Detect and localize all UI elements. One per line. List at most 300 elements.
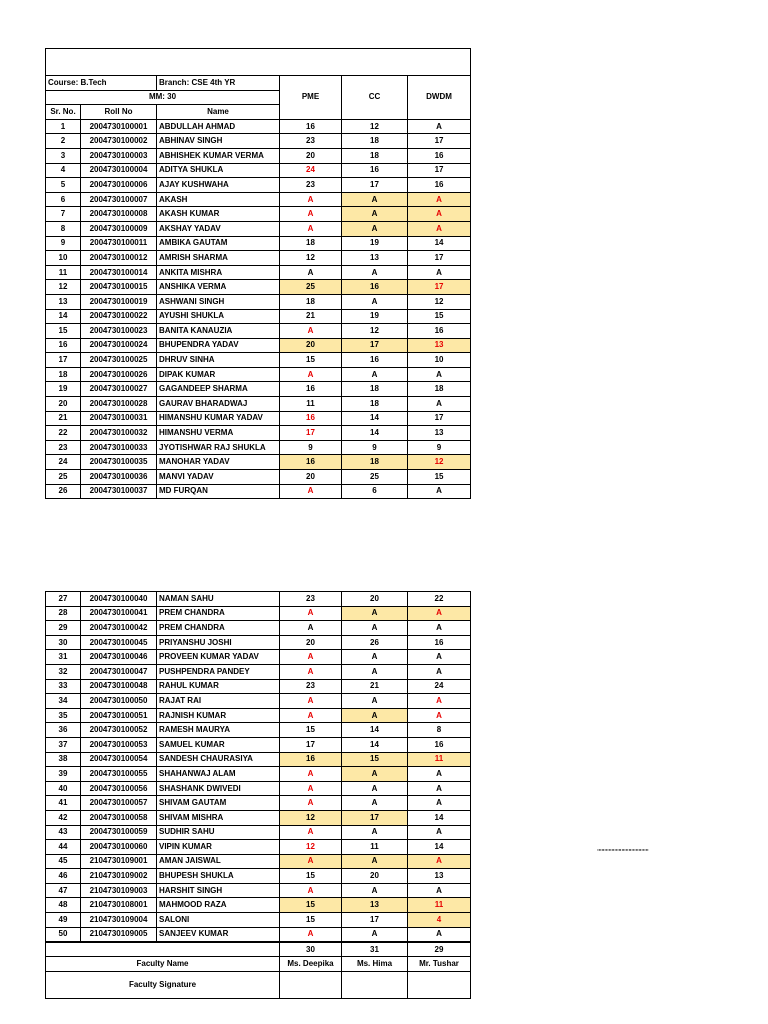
signature-pme — [280, 971, 342, 998]
pme-mark-cell: 15 — [280, 869, 342, 884]
student-row — [46, 679, 471, 694]
sr-no-cell: 13 — [46, 294, 81, 309]
pme-mark-cell: 17 — [280, 737, 342, 752]
roll-no-cell: 2004730100040 — [81, 592, 157, 607]
sr-no-cell: 41 — [46, 796, 81, 811]
roll-no-cell: 2104730108001 — [81, 898, 157, 913]
roll-no-cell: 2004730100059 — [81, 825, 157, 840]
student-name-cell: RAJNISH KUMAR — [157, 708, 280, 723]
roll-no-cell: 2004730100008 — [81, 207, 157, 222]
cc-mark-cell: 6 — [342, 484, 408, 499]
roll-no-cell: 2004730100026 — [81, 367, 157, 382]
dwdm-mark-cell: 16 — [408, 635, 471, 650]
student-row — [46, 650, 471, 665]
roll-no-cell: 2004730100051 — [81, 708, 157, 723]
dwdm-mark-cell: A — [408, 883, 471, 898]
roll-no-cell: 2104730109002 — [81, 869, 157, 884]
student-row — [46, 367, 471, 382]
student-name-cell: SANDESH CHAURASIYA — [157, 752, 280, 767]
cc-mark-cell: 17 — [342, 913, 408, 928]
sheet-title-cell — [46, 49, 471, 76]
student-row — [46, 470, 471, 485]
sr-no-cell: 36 — [46, 723, 81, 738]
pme-mark-cell: A — [280, 484, 342, 499]
student-name-cell: ANKITA MISHRA — [157, 265, 280, 280]
cc-mark-cell: 13 — [342, 898, 408, 913]
cc-mark-cell: 18 — [342, 455, 408, 470]
dwdm-mark-cell: A — [408, 854, 471, 869]
student-name-cell: ADITYA SHUKLA — [157, 163, 280, 178]
pme-mark-cell: 11 — [280, 397, 342, 412]
subject-cc-header: CC — [342, 76, 408, 120]
student-name-cell: NAMAN SAHU — [157, 592, 280, 607]
pme-mark-cell: 20 — [280, 470, 342, 485]
dwdm-mark-cell: A — [408, 708, 471, 723]
roll-no-cell: 2104730109005 — [81, 927, 157, 942]
student-row — [46, 737, 471, 752]
dwdm-mark-cell: 22 — [408, 592, 471, 607]
sr-no-cell: 20 — [46, 397, 81, 412]
student-row — [46, 309, 471, 324]
student-row — [46, 163, 471, 178]
dwdm-mark-cell: 18 — [408, 382, 471, 397]
sr-no-cell: 34 — [46, 694, 81, 709]
dwdm-mark-cell: 13 — [408, 869, 471, 884]
pme-mark-cell: 15 — [280, 913, 342, 928]
roll-no-cell: 2004730100037 — [81, 484, 157, 499]
cc-mark-cell: A — [342, 664, 408, 679]
cc-mark-cell: 15 — [342, 752, 408, 767]
total-dwdm: 29 — [408, 942, 471, 957]
dwdm-mark-cell: 4 — [408, 913, 471, 928]
roll-no-cell: 2004730100035 — [81, 455, 157, 470]
dwdm-mark-cell: 17 — [408, 280, 471, 295]
sr-no-cell: 17 — [46, 353, 81, 368]
roll-no-cell: 2004730100033 — [81, 440, 157, 455]
pme-mark-cell: 15 — [280, 353, 342, 368]
student-row — [46, 606, 471, 621]
sr-no-cell: 12 — [46, 280, 81, 295]
pme-mark-cell: A — [280, 825, 342, 840]
student-name-cell: SHIVAM MISHRA — [157, 810, 280, 825]
dwdm-mark-cell: A — [408, 825, 471, 840]
sr-no-cell: 40 — [46, 781, 81, 796]
student-row — [46, 767, 471, 782]
cc-mark-cell: 13 — [342, 251, 408, 266]
roll-no-cell: 2004730100052 — [81, 723, 157, 738]
dwdm-mark-cell: A — [408, 927, 471, 942]
student-row — [46, 781, 471, 796]
student-row — [46, 913, 471, 928]
roll-no-cell: 2004730100012 — [81, 251, 157, 266]
student-name-cell: RAHUL KUMAR — [157, 679, 280, 694]
cc-mark-cell: A — [342, 854, 408, 869]
branch-label: Branch: CSE 4th YR — [157, 76, 280, 91]
cc-mark-cell: 18 — [342, 134, 408, 149]
pme-mark-cell: A — [280, 221, 342, 236]
student-row — [46, 840, 471, 855]
student-row — [46, 221, 471, 236]
roll-no-cell: 2004730100036 — [81, 470, 157, 485]
sr-no-cell: 25 — [46, 470, 81, 485]
pme-mark-cell: 15 — [280, 723, 342, 738]
student-row — [46, 265, 471, 280]
roll-no-cell: 2004730100057 — [81, 796, 157, 811]
dwdm-mark-cell: 8 — [408, 723, 471, 738]
cc-mark-cell: A — [342, 767, 408, 782]
student-name-cell: PUSHPENDRA PANDEY — [157, 664, 280, 679]
cc-mark-cell: 11 — [342, 840, 408, 855]
cc-mark-cell: A — [342, 606, 408, 621]
roll-no-cell: 2004730100001 — [81, 119, 157, 134]
student-row — [46, 592, 471, 607]
faculty-signature-label: Faculty Signature — [46, 971, 280, 998]
roll-no-cell: 2004730100053 — [81, 737, 157, 752]
student-row — [46, 251, 471, 266]
cc-mark-cell: 9 — [342, 440, 408, 455]
dwdm-mark-cell: A — [408, 664, 471, 679]
cc-mark-cell: A — [342, 650, 408, 665]
pme-mark-cell: A — [280, 207, 342, 222]
student-row — [46, 382, 471, 397]
dwdm-mark-cell: A — [408, 221, 471, 236]
pme-mark-cell: A — [280, 367, 342, 382]
pme-mark-cell: 12 — [280, 840, 342, 855]
pme-mark-cell: A — [280, 621, 342, 636]
student-name-cell: AKASH KUMAR — [157, 207, 280, 222]
cc-mark-cell: A — [342, 883, 408, 898]
dwdm-mark-cell: A — [408, 694, 471, 709]
sr-no-cell: 1 — [46, 119, 81, 134]
max-marks-label: MM: 30 — [46, 90, 280, 105]
sr-no-cell: 39 — [46, 767, 81, 782]
student-name-cell: SANJEEV KUMAR — [157, 927, 280, 942]
student-name-cell: PREM CHANDRA — [157, 621, 280, 636]
pme-mark-cell: A — [280, 650, 342, 665]
subject-dwdm-header: DWDM — [408, 76, 471, 120]
dwdm-mark-cell: 17 — [408, 134, 471, 149]
dwdm-mark-cell: 17 — [408, 163, 471, 178]
sr-no-cell: 5 — [46, 178, 81, 193]
dwdm-mark-cell: 11 — [408, 898, 471, 913]
roll-no-cell: 2004730100025 — [81, 353, 157, 368]
student-name-cell: ASHWANI SINGH — [157, 294, 280, 309]
roll-no-cell: 2004730100032 — [81, 426, 157, 441]
student-name-cell: AKASH — [157, 192, 280, 207]
cc-mark-cell: 25 — [342, 470, 408, 485]
cc-mark-cell: 12 — [342, 119, 408, 134]
sr-no-cell: 10 — [46, 251, 81, 266]
student-name-cell: SUDHIR SAHU — [157, 825, 280, 840]
student-name-cell: SHAHANWAJ ALAM — [157, 767, 280, 782]
pme-mark-cell: A — [280, 324, 342, 339]
student-name-cell: AJAY KUSHWAHA — [157, 178, 280, 193]
cc-mark-cell: A — [342, 367, 408, 382]
sr-no-cell: 33 — [46, 679, 81, 694]
sr-no-cell: 48 — [46, 898, 81, 913]
cc-mark-cell: 18 — [342, 148, 408, 163]
student-name-cell: MD FURQAN — [157, 484, 280, 499]
dwdm-mark-cell: A — [408, 796, 471, 811]
dwdm-mark-cell: A — [408, 621, 471, 636]
student-name-cell: GAGANDEEP SHARMA — [157, 382, 280, 397]
student-name-cell: MANOHAR YADAV — [157, 455, 280, 470]
student-row — [46, 207, 471, 222]
student-row — [46, 869, 471, 884]
dwdm-mark-cell: 9 — [408, 440, 471, 455]
dwdm-mark-cell: 16 — [408, 324, 471, 339]
roll-no-cell: 2004730100003 — [81, 148, 157, 163]
roll-no-cell: 2004730100031 — [81, 411, 157, 426]
sr-no-cell: 6 — [46, 192, 81, 207]
cc-mark-cell: 14 — [342, 426, 408, 441]
roll-no-cell: 2004730100055 — [81, 767, 157, 782]
dwdm-mark-cell: 15 — [408, 470, 471, 485]
dwdm-mark-cell: 14 — [408, 810, 471, 825]
student-name-cell: JYOTISHWAR RAJ SHUKLA — [157, 440, 280, 455]
student-name-cell: VIPIN KUMAR — [157, 840, 280, 855]
dwdm-mark-cell: 17 — [408, 251, 471, 266]
roll-no-cell: 2104730109004 — [81, 913, 157, 928]
sr-no-cell: 4 — [46, 163, 81, 178]
student-row — [46, 426, 471, 441]
dwdm-mark-cell: A — [408, 767, 471, 782]
cc-mark-cell: 12 — [342, 324, 408, 339]
sr-no-cell: 24 — [46, 455, 81, 470]
faculty-name-pme: Ms. Deepika — [280, 957, 342, 972]
sr-no-cell: 31 — [46, 650, 81, 665]
student-name-cell: PROVEEN KUMAR YADAV — [157, 650, 280, 665]
student-name-cell: RAMESH MAURYA — [157, 723, 280, 738]
student-row — [46, 455, 471, 470]
student-row — [46, 723, 471, 738]
student-row — [46, 119, 471, 134]
sr-no-cell: 9 — [46, 236, 81, 251]
cc-mark-cell: A — [342, 694, 408, 709]
roll-no-cell: 2004730100014 — [81, 265, 157, 280]
dwdm-mark-cell: A — [408, 192, 471, 207]
dwdm-mark-cell: A — [408, 781, 471, 796]
pme-mark-cell: 12 — [280, 810, 342, 825]
sr-no-cell: 44 — [46, 840, 81, 855]
student-row — [46, 694, 471, 709]
student-row — [46, 192, 471, 207]
dwdm-mark-cell: 17 — [408, 411, 471, 426]
student-row — [46, 134, 471, 149]
cc-mark-cell: 18 — [342, 382, 408, 397]
cc-mark-cell: A — [342, 796, 408, 811]
sr-no-cell: 32 — [46, 664, 81, 679]
cc-mark-cell: 14 — [342, 737, 408, 752]
student-row — [46, 148, 471, 163]
roll-no-cell: 2004730100024 — [81, 338, 157, 353]
sr-no-cell: 50 — [46, 927, 81, 942]
pme-mark-cell: 20 — [280, 148, 342, 163]
student-row — [46, 825, 471, 840]
roll-no-cell: 2004730100041 — [81, 606, 157, 621]
student-row — [46, 353, 471, 368]
pme-mark-cell: 20 — [280, 338, 342, 353]
pme-mark-cell: A — [280, 192, 342, 207]
side-mark: '''''''''''''''''''''''''''''''''''' — [597, 848, 649, 856]
dwdm-mark-cell: 14 — [408, 236, 471, 251]
cc-mark-cell: 20 — [342, 592, 408, 607]
pme-mark-cell: 25 — [280, 280, 342, 295]
dwdm-mark-cell: 24 — [408, 679, 471, 694]
dwdm-mark-cell: 12 — [408, 294, 471, 309]
total-cc: 31 — [342, 942, 408, 957]
dwdm-mark-cell: 12 — [408, 455, 471, 470]
name-header: Name — [157, 105, 280, 120]
student-row — [46, 324, 471, 339]
dwdm-mark-cell: A — [408, 606, 471, 621]
dwdm-mark-cell: 14 — [408, 840, 471, 855]
roll-no-cell: 2004730100009 — [81, 221, 157, 236]
dwdm-mark-cell: A — [408, 484, 471, 499]
cc-mark-cell: 18 — [342, 397, 408, 412]
subject-pme-header: PME — [280, 76, 342, 120]
student-name-cell: MANVI YADAV — [157, 470, 280, 485]
roll-no-cell: 2004730100019 — [81, 294, 157, 309]
student-name-cell: AMAN JAISWAL — [157, 854, 280, 869]
student-row — [46, 810, 471, 825]
cc-mark-cell: A — [342, 708, 408, 723]
pme-mark-cell: A — [280, 606, 342, 621]
roll-no-cell: 2004730100002 — [81, 134, 157, 149]
pme-mark-cell: A — [280, 694, 342, 709]
roll-no-cell: 2004730100046 — [81, 650, 157, 665]
student-row — [46, 854, 471, 869]
roll-no-cell: 2004730100060 — [81, 840, 157, 855]
pme-mark-cell: A — [280, 796, 342, 811]
sr-no-cell: 49 — [46, 913, 81, 928]
roll-no-cell: 2004730100027 — [81, 382, 157, 397]
sr-no-cell: 16 — [46, 338, 81, 353]
cc-mark-cell: A — [342, 781, 408, 796]
roll-no-cell: 2104730109003 — [81, 883, 157, 898]
student-row — [46, 178, 471, 193]
sr-no-cell: 27 — [46, 592, 81, 607]
dwdm-mark-cell: 13 — [408, 338, 471, 353]
cc-mark-cell: 17 — [342, 178, 408, 193]
cc-mark-cell: A — [342, 927, 408, 942]
sr-no-cell: 7 — [46, 207, 81, 222]
pme-mark-cell: A — [280, 664, 342, 679]
sr-no-cell: 37 — [46, 737, 81, 752]
roll-no-cell: 2004730100011 — [81, 236, 157, 251]
cc-mark-cell: 16 — [342, 280, 408, 295]
student-name-cell: PRIYANSHU JOSHI — [157, 635, 280, 650]
pme-mark-cell: 20 — [280, 635, 342, 650]
cc-mark-cell: 16 — [342, 353, 408, 368]
student-row — [46, 397, 471, 412]
roll-no-cell: 2104730109001 — [81, 854, 157, 869]
student-row — [46, 752, 471, 767]
student-name-cell: GAURAV BHARADWAJ — [157, 397, 280, 412]
course-label: Course: B.Tech — [46, 76, 157, 91]
roll-no-cell: 2004730100006 — [81, 178, 157, 193]
pme-mark-cell: 16 — [280, 752, 342, 767]
cc-mark-cell: 17 — [342, 338, 408, 353]
roll-no-cell: 2004730100022 — [81, 309, 157, 324]
student-row — [46, 236, 471, 251]
student-row — [46, 927, 471, 942]
roll-no-cell: 2004730100007 — [81, 192, 157, 207]
pme-mark-cell: 23 — [280, 592, 342, 607]
student-name-cell: SALONI — [157, 913, 280, 928]
rollno-header: Roll No — [81, 105, 157, 120]
roll-no-cell: 2004730100050 — [81, 694, 157, 709]
student-name-cell: BHUPESH SHUKLA — [157, 869, 280, 884]
sr-no-cell: 2 — [46, 134, 81, 149]
student-name-cell: BANITA KANAUZIA — [157, 324, 280, 339]
dwdm-mark-cell: 16 — [408, 178, 471, 193]
cc-mark-cell: A — [342, 221, 408, 236]
student-name-cell: HARSHIT SINGH — [157, 883, 280, 898]
sr-no-cell: 21 — [46, 411, 81, 426]
cc-mark-cell: 16 — [342, 163, 408, 178]
student-row — [46, 440, 471, 455]
sr-no-cell: 46 — [46, 869, 81, 884]
student-row — [46, 411, 471, 426]
cc-mark-cell: 14 — [342, 723, 408, 738]
pme-mark-cell: A — [280, 883, 342, 898]
marks-table-page-1 — [45, 48, 471, 499]
pme-mark-cell: A — [280, 767, 342, 782]
student-row — [46, 708, 471, 723]
sr-no-cell: 28 — [46, 606, 81, 621]
dwdm-mark-cell: A — [408, 397, 471, 412]
sr-no-cell: 45 — [46, 854, 81, 869]
student-name-cell: AKSHAY YADAV — [157, 221, 280, 236]
cc-mark-cell: 19 — [342, 236, 408, 251]
student-name-cell: ANSHIKA VERMA — [157, 280, 280, 295]
student-row — [46, 898, 471, 913]
dwdm-mark-cell: 13 — [408, 426, 471, 441]
total-pme: 30 — [280, 942, 342, 957]
cc-mark-cell: 20 — [342, 869, 408, 884]
student-name-cell: SHASHANK DWIVEDI — [157, 781, 280, 796]
pme-mark-cell: 18 — [280, 236, 342, 251]
student-name-cell: DIPAK KUMAR — [157, 367, 280, 382]
student-name-cell: ABHINAV SINGH — [157, 134, 280, 149]
pme-mark-cell: A — [280, 265, 342, 280]
student-name-cell: DHRUV SINHA — [157, 353, 280, 368]
sr-no-cell: 8 — [46, 221, 81, 236]
pme-mark-cell: A — [280, 708, 342, 723]
sr-no-cell: 29 — [46, 621, 81, 636]
cc-mark-cell: A — [342, 825, 408, 840]
sr-no-cell: 19 — [46, 382, 81, 397]
student-row — [46, 635, 471, 650]
pme-mark-cell: A — [280, 781, 342, 796]
dwdm-mark-cell: 10 — [408, 353, 471, 368]
student-row — [46, 883, 471, 898]
cc-mark-cell: A — [342, 621, 408, 636]
faculty-name-label: Faculty Name — [46, 957, 280, 972]
cc-mark-cell: 21 — [342, 679, 408, 694]
cc-mark-cell: 19 — [342, 309, 408, 324]
pme-mark-cell: 16 — [280, 382, 342, 397]
sr-no-cell: 47 — [46, 883, 81, 898]
sr-no-cell: 30 — [46, 635, 81, 650]
student-name-cell: RAJAT RAI — [157, 694, 280, 709]
student-name-cell: SAMUEL KUMAR — [157, 737, 280, 752]
roll-no-cell: 2004730100047 — [81, 664, 157, 679]
sr-no-cell: 23 — [46, 440, 81, 455]
faculty-name-dwdm: Mr. Tushar — [408, 957, 471, 972]
sr-no-cell: 43 — [46, 825, 81, 840]
